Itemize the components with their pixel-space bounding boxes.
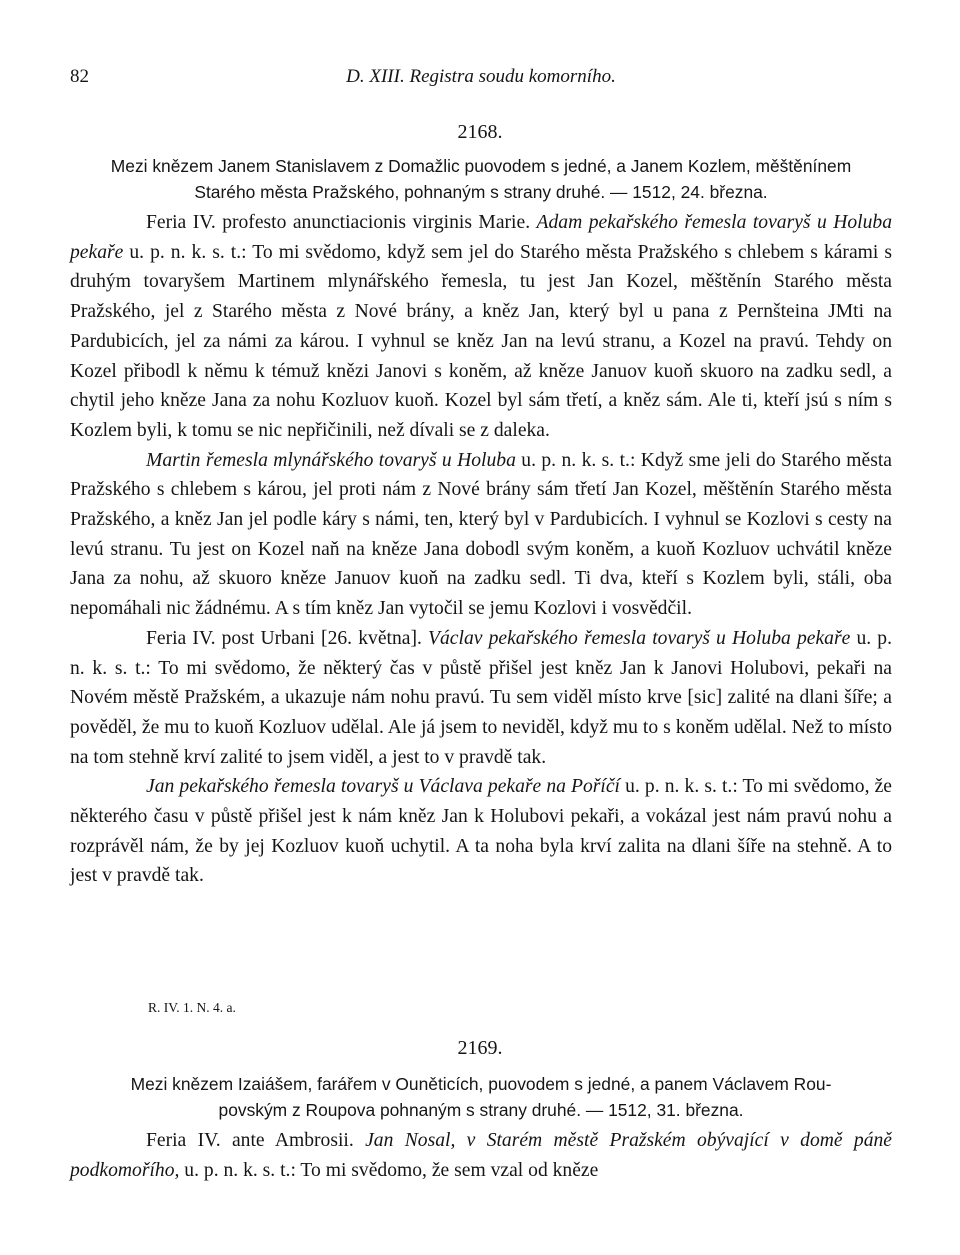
summary-line: Starého města Pražského, pohnaným s strany druhé. — 1512, 24. března.: [194, 182, 768, 202]
paragraph: [70, 624, 892, 773]
archive-signature: R. IV. 1. N. 4. a.: [148, 1000, 236, 1015]
witness-name: Martin řemesla mlynářského tovaryš u Holuba: [146, 449, 516, 471]
text-run: u. p. n. k. s. t.: To mi svědomo, že některého času v půstě přišel jest k nám kněz Jan k Holubovi pekaři, a vokázal jest nám pravú nohu a rozprávěl nám, že by jej Kozluov kuoň uchytil. A ta noha byla krví zalita na dlani šíře na stehně. A to jest v pravdě tak.: [70, 776, 892, 887]
paragraph: [70, 208, 892, 446]
witness-name: Václav pekařského řemesla tovaryš u Holuba pekaře: [428, 627, 851, 649]
text-run: Feria IV. ante Ambrosii.: [146, 1130, 366, 1151]
text-run: Feria IV. profesto anunctiacionis virginis Marie.: [146, 212, 537, 233]
paragraph: [70, 772, 892, 891]
paragraph: [70, 446, 892, 624]
running-title: D. XIII. Registra soudu komorního.: [346, 66, 616, 87]
witness-name: Jan pekařského řemesla tovaryš u Václava pekaře na Poříčí: [146, 776, 620, 798]
text-run: u. p. n. k. s. t.: Když sme jeli do Starého města Pražského s chlebem s károu, jel proti nám z Nové brány sám třetí Jan Kozel, měštěnín Starého města Pražského, a kněz Jan jel podle káry s námi, ten, který byl v Pardubicích. I vyhnul se Kozlovi s cesty na levú stranu. Tu jest on Kozel naň na kněze Jana dobodl svým koněm, a kuoň Kozluov uchvátil kněze Jana za nohu, až skuoro kněze Januov kuoň na zadku sedl. Ti dva, kteří s Kozlem byli, stáli, oba nepomáhali nic žádnému. A s tím kněz Jan vytočil se jemu Kozlovi i vosvědčil.: [70, 449, 892, 620]
summary-line: Mezi knězem Janem Stanislavem z Domažlic puovodem s jedné, a Janem Kozlem, měštěnínem: [110, 156, 852, 176]
entry-summary: [70, 1071, 892, 1123]
running-header: [70, 66, 892, 96]
entry-body: [70, 1126, 892, 1185]
entry-summary: [70, 153, 892, 205]
witness-name: Adam pekařského řemesla tovaryš u Holuba pekaře: [70, 212, 892, 263]
entry-number: 2169.: [457, 1037, 503, 1059]
text-run: Feria IV. post Urbani [26. května].: [146, 627, 429, 649]
summary-line: Mezi knězem Izaiášem, farářem v Ouněticích, puovodem s jedné, a panem Václavem Rou-: [130, 1074, 832, 1094]
witness-name: Jan Nosal, v Starém městě Pražském obývající v domě páně podkomořího,: [70, 1130, 893, 1181]
text-run: u. p. n. k. s. t.: To mi svědomo, že sem vzal od kněze: [179, 1159, 599, 1181]
entry-number: 2168.: [457, 121, 503, 143]
page-number: 82: [70, 66, 89, 87]
text-run: u. p. n. k. s. t.: To mi svědomo, když sem jel do Starého města Pražského s chlebem s kárami s druhým tovaryšem Martinem mlynářského řemesla, tu jest Jan Kozel, měštěnín Starého města Pražského, jel z Starého města z Nové brány, a kněz Jan, který byl u pana z Pernšteina JMti na Pardubicích, jel za námi za károu. I vyhnul se kněz Jan na levú stranu, a Kozel na pravú. Tehdy on Kozel přibodl k němu k témuž knězi Janovi s koněm, až kněze Januov kuoň skuoro na zadku sedl, a chytil jeho kněze Jana za nohu Kozluov kuoň. Kozel byl sám třetí, a kněz sám. Ale ti, kteří jsú s ním s Kozlem byli, k tomu se nic nepřičinili, než dívali se z daleka.: [70, 241, 892, 441]
paragraph: [70, 1126, 892, 1185]
text-run: u. p. n. k. s. t.: To mi svědomo, že některý čas v půstě přišel jest kněz Jan k Janovi Holubovi, pekaři na Novém městě Pražském, a ukazuje nám nohu pravú. Tu sem viděl místo krve [sic] zalité na dlani šíře; a pověděl, že mu to kuoň Kozluov udělal. Ale já jsem to neviděl, když mu to s koněm udělal. Než to místo na tom stehně krví zalité to jsem viděl, a jest to v pravdě tak.: [70, 627, 893, 768]
summary-line: povským z Roupova pohnaným s strany druhé. — 1512, 31. března.: [218, 1100, 744, 1120]
entry-body: [70, 208, 892, 891]
